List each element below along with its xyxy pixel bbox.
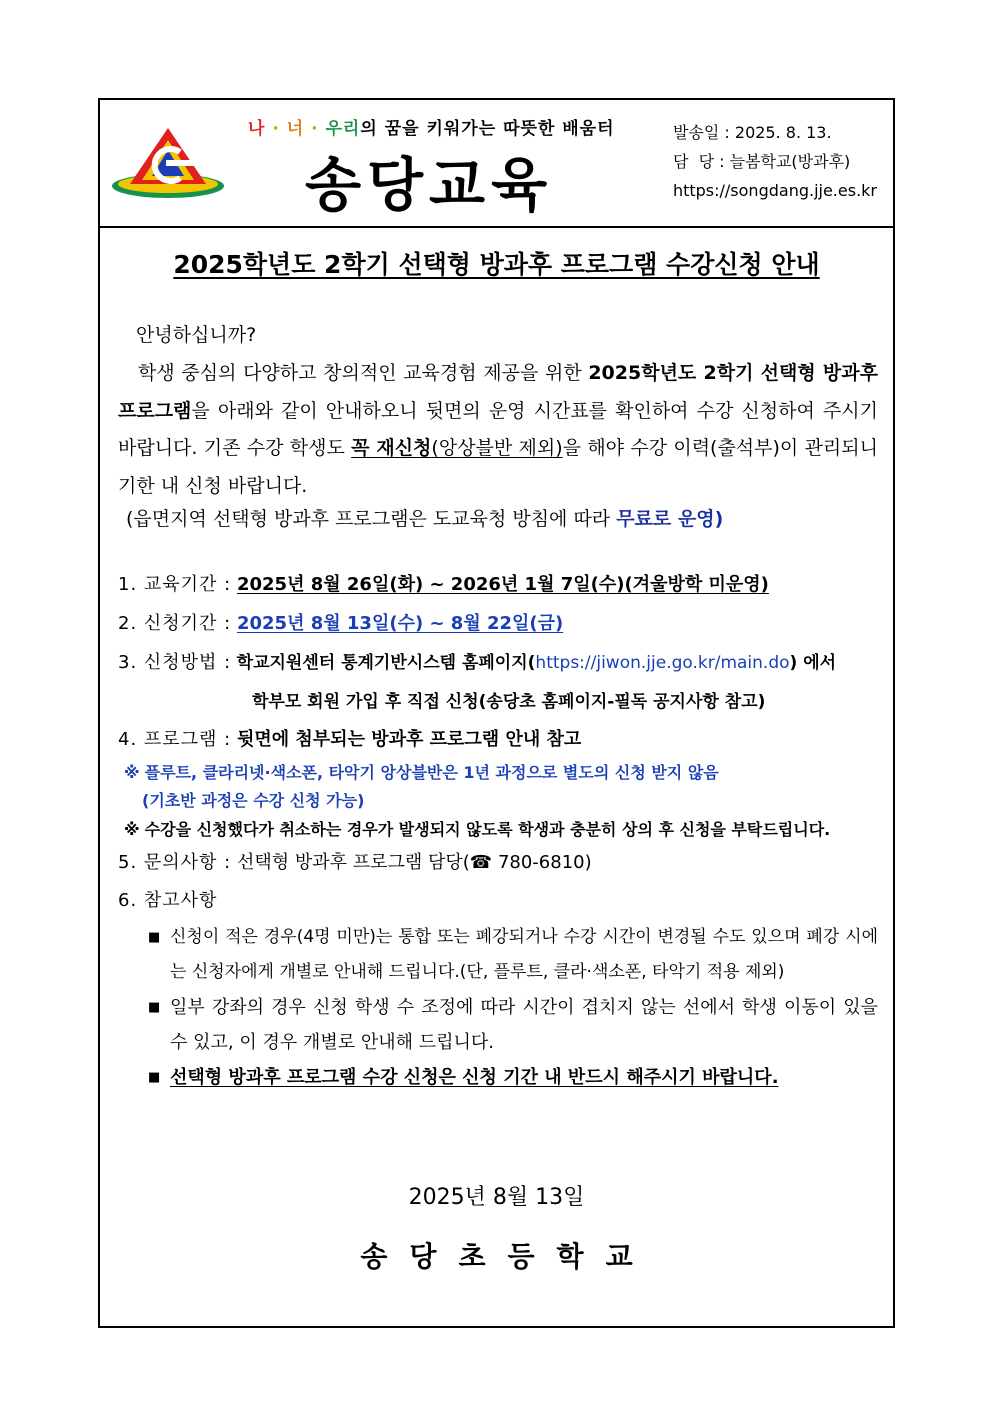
item-reference: 6. 참고사항 bbox=[118, 890, 218, 911]
greeting: 안녕하십니까? bbox=[136, 324, 257, 346]
list-item: ■ 선택형 방과후 프로그램 수강 신청은 신청 기간 내 반드시 해주시기 바랍니다. bbox=[148, 1060, 878, 1095]
page-title: 2025학년도 2학기 선택형 방과후 프로그램 수강신청 안내 bbox=[173, 250, 820, 279]
brand-title: 송당교육 bbox=[305, 151, 554, 219]
note-ensemble: ※ 플루트, 클라리넷·색소폰, 타악기 앙상블반은 1년 과정으로 별도의 신청 받지 않음 bbox=[124, 763, 719, 782]
intro-paragraph: 학생 중심의 다양하고 창의적인 교육경험 제공을 위한 2025학년도 2학기 선택형 방과후 프로그램을 아래와 같이 안내하오니 뒷면의 운영 시간표를 확인하여 수강 신청하여 주시기 바랍니다. 기존 수강 학생도 꼭 재신청(앙상블반 제외)을 해야 수강 이력(출석부)이 관리되니 기한 내 신청 바랍니다. bbox=[118, 362, 878, 497]
jiwon-link[interactable]: https://jiwon.jje.go.kr/main.do bbox=[535, 653, 790, 673]
school-logo-icon bbox=[108, 122, 228, 202]
item-apply-period: 2. 신청기간 : 2025년 8월 13일(수) ~ 8월 22일(금) bbox=[118, 613, 564, 634]
contact: 담 당 : 늘봄학교(방과후) bbox=[672, 152, 851, 171]
note-cancel: ※ 수강을 신청했다가 취소하는 경우가 발생되지 않도록 학생과 충분히 상의 후 신청을 부탁드립니다. bbox=[124, 820, 831, 839]
school-url[interactable]: https://songdang.jje.es.kr bbox=[672, 181, 877, 200]
slogan: 나 · 너 · 우리의 꿈을 키워가는 따뜻한 배움터 bbox=[248, 119, 615, 139]
square-bullet-icon: ■ bbox=[148, 1070, 161, 1085]
letter-meta bbox=[673, 118, 877, 205]
send-date: 발송일 : 2025. 8. 13. bbox=[672, 123, 832, 142]
item-period: 1. 교육기간 : 2025년 8월 26일(화) ~ 2026년 1월 7일(수)(겨울방학 미운영) bbox=[118, 574, 769, 595]
note-ensemble-sub: (기초반 과정은 수강 신청 가능) bbox=[142, 791, 365, 810]
square-bullet-icon: ■ bbox=[148, 1000, 161, 1015]
letterhead bbox=[100, 100, 893, 228]
item-program: 4. 프로그램 : 뒷면에 첨부되는 방과후 프로그램 안내 참고 bbox=[118, 729, 582, 750]
item-inquiry: 5. 문의사항 : 선택형 방과후 프로그램 담당(☎ 780-6810) bbox=[118, 852, 592, 873]
document-frame bbox=[98, 98, 895, 1328]
item-method-line2: 학부모 회원 가입 후 직접 신청(송당초 홈페이지-필독 공지사항 참고) bbox=[252, 692, 766, 712]
item-method: 3. 신청방법 : 학교지원센터 통계기반시스템 홈페이지(https://jiwon.jje.go.kr/main.do) 에서 bbox=[118, 652, 837, 673]
list-item: ■ 신청이 적은 경우(4명 미만)는 통합 또는 폐강되거나 수강 시간이 변경될 수도 있으며 폐강 시에는 신청자에게 개별로 안내해 드립니다.(단, 플루트, 클라·색소폰, 타악기 적용 제외) bbox=[148, 920, 878, 990]
square-bullet-icon: ■ bbox=[148, 930, 161, 945]
free-notice: (읍면지역 선택형 방과후 프로그램은 도교육청 방침에 따라 무료로 운영) bbox=[126, 508, 724, 530]
list-item: ■ 일부 강좌의 경우 신청 학생 수 조정에 따라 시간이 겹치지 않는 선에서 학생 이동이 있을 수 있고, 이 경우 개별로 안내해 드립니다. bbox=[148, 990, 878, 1060]
reference-list bbox=[148, 920, 878, 1095]
school-name: 송당초등학교 bbox=[360, 1240, 655, 1273]
issue-date: 2025년 8월 13일 bbox=[408, 1185, 585, 1210]
